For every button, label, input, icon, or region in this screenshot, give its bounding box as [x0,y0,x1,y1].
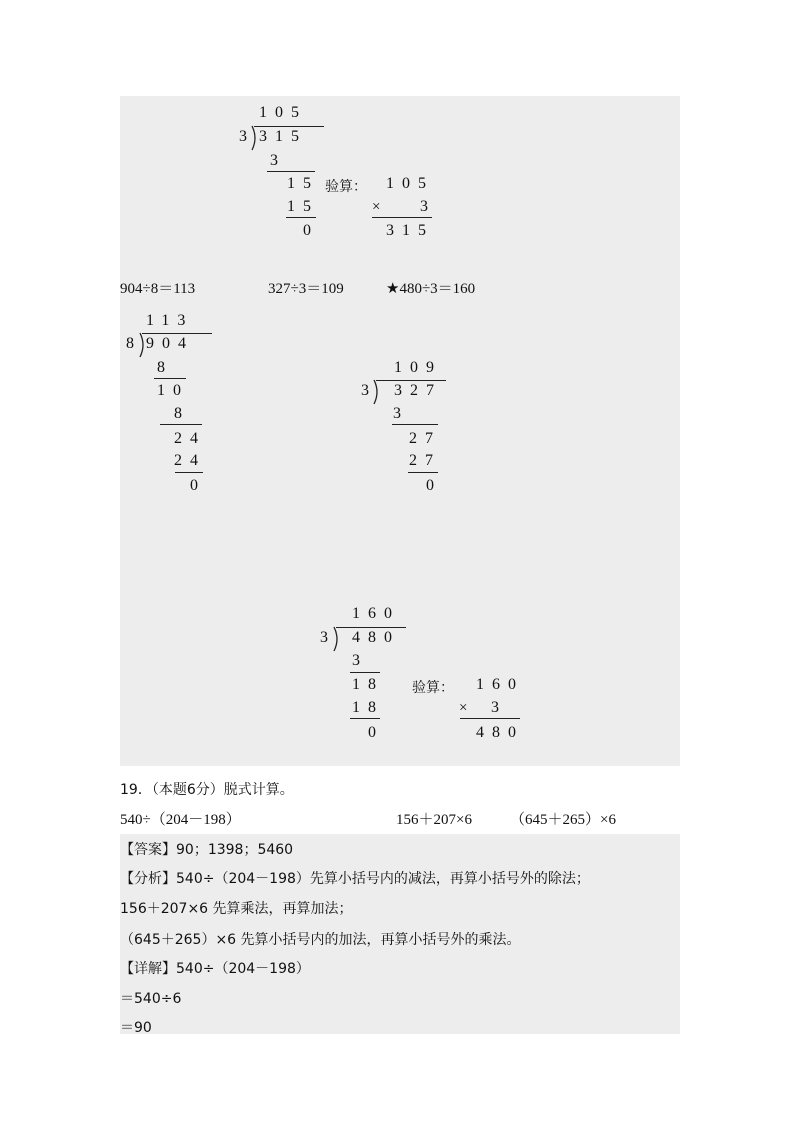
step: 27 [409,430,441,447]
analysis-line: 156＋207×6 先算乘法，再算加法； [120,901,353,917]
step-line [286,217,316,218]
step-line [160,424,202,425]
step: 3 [393,405,409,422]
step: 8 [174,405,190,422]
question-19-title: 19．（本题6分）脱式计算。 [120,782,294,798]
expression-2: 156＋207×6 [396,812,472,828]
check-result: 480 [476,724,524,741]
step: 15 [287,198,319,215]
check-result: 315 [386,222,434,239]
division-bar [336,627,406,628]
quotient: 160 [352,605,400,622]
equation-327: 327÷3＝109 [268,281,344,297]
step-line [267,171,315,172]
step: 15 [287,175,319,192]
division-bracket [332,626,342,652]
step: 3 [352,652,368,669]
check-times: × [372,199,381,215]
step: 0 [426,477,442,494]
division-bar [376,380,446,381]
equation-480: ★480÷3＝160 [386,281,476,297]
divisor: 3 [239,128,255,145]
dividend: 315 [259,128,307,145]
analysis-line: 【分析】540÷（204－198）先算小括号内的减法，再算小括号外的除法； [120,871,590,887]
check-times: × [459,700,468,716]
expression-1: 540÷（204－198） [120,812,241,828]
step: 18 [352,699,384,716]
step: 0 [190,477,206,494]
quotient: 105 [259,104,307,121]
division-bar [254,126,324,127]
step: 0 [368,724,384,741]
step: 0 [303,222,319,239]
detail-line: ＝90 [120,1020,152,1036]
division-bar [142,333,212,334]
step: 27 [409,452,441,469]
detail-line: 【详解】540÷（204－198） [120,961,310,977]
check-label: 验算： [412,680,454,696]
quotient: 113 [146,312,194,329]
detail-line: ＝540÷6 [120,991,182,1007]
equation-904: 904÷8＝113 [120,281,196,297]
check-top: 105 [386,175,434,192]
step: 10 [157,382,189,399]
division-bracket [372,379,382,405]
check-line [460,718,520,719]
step-line [154,378,186,379]
step: 8 [157,359,173,376]
step-line [350,672,380,673]
divisor: 8 [126,335,142,352]
quotient: 109 [394,359,442,376]
step: 24 [174,452,206,469]
check-mult: 3 [420,198,436,215]
check-top: 160 [476,676,524,693]
check-line [372,217,432,218]
expression-3: （645＋265）×6 [510,812,616,828]
dividend: 480 [352,629,400,646]
step-line [408,472,438,473]
dividend: 327 [394,382,442,399]
step-line [350,718,380,719]
answer-line: 【答案】90；1398；5460 [120,842,294,858]
step: 24 [174,430,206,447]
divisor: 3 [361,382,377,399]
step: 18 [352,676,384,693]
step-line [392,424,438,425]
step: 3 [270,152,286,169]
check-mult: 3 [491,699,507,716]
divisor: 3 [320,629,336,646]
analysis-line: （645＋265）×6 先算小括号内的加法，再算小括号外的乘法。 [120,932,521,948]
dividend: 904 [146,335,194,352]
check-label: 验算： [325,179,367,195]
step-line [175,472,203,473]
